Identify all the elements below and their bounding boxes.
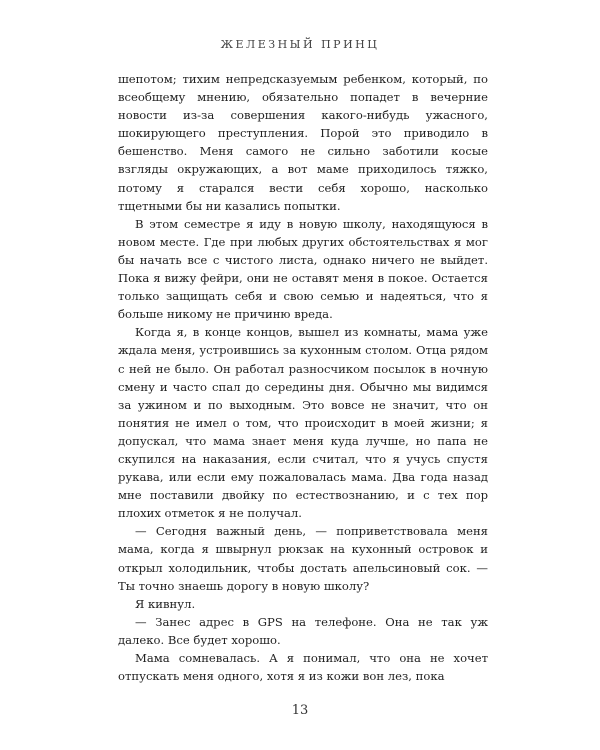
paragraph-7: Мама сомневалась. А я понимал, что она не хочет отпускать меня одного, хотя я из кожи вон лез, пока	[118, 651, 488, 684]
paragraph-4: — Сегодня важный день, — поприветствовала меня мама, когда я швырнул рюкзак на кухонный островок и открыл холодильник, чтобы достать апельсиновый сок. — Ты точно знаешь дорогу в новую школу?	[118, 524, 488, 593]
paragraph-5: Я кивнул.	[135, 596, 196, 611]
page-number: 13	[291, 703, 309, 718]
paragraph-6: — Занес адрес в GPS на телефоне. Она не так уж далеко. Все будет хорошо.	[118, 614, 488, 647]
paragraph-1: шепотом; тихим непредсказуемым ребенком, который, по всеобщему мнению, обязательно попадет в вечерние новости из-за совершения какого-нибудь ужасного, шокирующего преступления. Порой это приводило в бешенство. Меня самого не сильно заботили косые взгляды окружающих, а вот маме приходилось тяжко, потому я старался вести себя хорошо, насколько тщетными бы ни казались попытки.	[118, 72, 488, 213]
running-head: ЖЕЛЕЗНЫЙ ПРИНЦ	[220, 38, 380, 51]
paragraph-3: Когда я, в конце концов, вышел из комнаты, мама уже ждала меня, устроившись за кухонным столом. Отца рядом с ней не было. Он работал разносчиком посылок в ночную смену и часто спал до середины дня. Обычно мы видимся за ужином и по выходным. Это вовсе не значит, что он понятия не имел о том, что происходит в моей жизни; я допускал, что мама знает меня куда лучше, но папа не скупился на наказания, если считал, что я учусь спустя рукава, или если ему пожаловалась мама. Два года назад мне поставили двойку по естествознанию, и с тех пор плохих отметок я не получал.	[118, 325, 488, 521]
paragraph-2: В этом семестре я иду в новую школу, находящуюся в новом месте. Где при любых других обстоятельствах я мог бы начать все с чистого листа, однако ничего не выйдет. Пока я вижу фейри, они не оставят меня в покое. Остается только защищать себя и свою семью и надеяться, что я больше никому не причиню вреда.	[118, 216, 488, 322]
body-text	[118, 70, 488, 685]
